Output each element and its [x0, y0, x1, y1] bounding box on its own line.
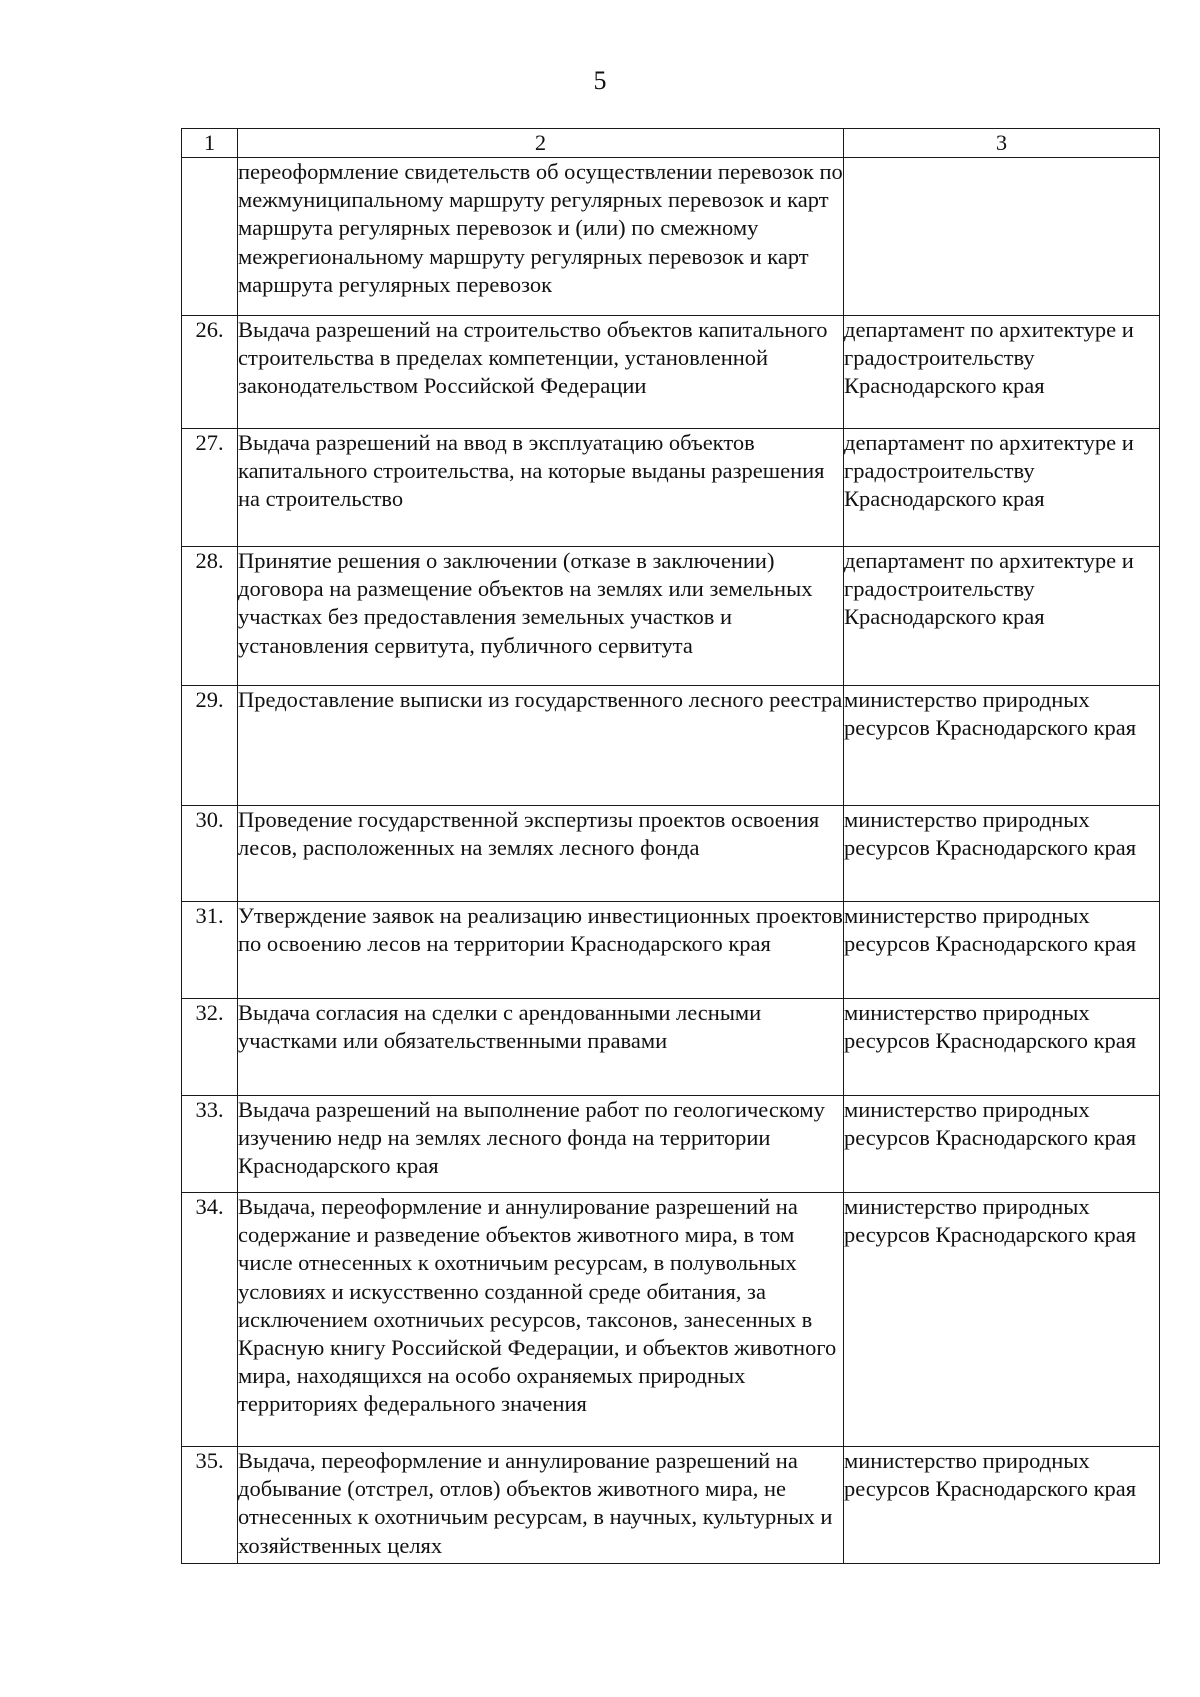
responsible-authority: министерство природных ресурсов Краснодарского края — [844, 686, 1160, 806]
responsible-authority: департамент по архитектуре и градостроительству Краснодарского края — [844, 316, 1160, 429]
service-description: Выдача, переоформление и аннулирование разрешений на содержание и разведение объектов животного мира, в том числе отнесенных к охотничьим ресурсам, в полувольных условиях и искусственно созданной среде обитания, за исключением охотничьих ресурсов, таксонов, занесенных в Красную книгу Российской Федерации, и объектов животного мира, находящихся на особо охраняемых природных территориях федерального значения — [238, 1193, 844, 1447]
service-description: переоформление свидетельств об осуществлении перевозок по межмуниципальному маршруту регулярных перевозок и карт маршрута регулярных перевозок и (или) по смежному межрегиональному маршруту регулярных перевозок и карт маршрута регулярных перевозок — [238, 158, 844, 316]
table-row — [182, 686, 1160, 806]
service-description: Выдача согласия на сделки с арендованными лесными участками или обязательственными правами — [238, 999, 844, 1096]
service-description: Принятие решения о заключении (отказе в заключении) договора на размещение объектов на землях или земельных участках без предоставления земельных участков и установления сервитута, публичного сервитута — [238, 547, 844, 686]
table-row — [182, 429, 1160, 547]
service-description: Проведение государственной экспертизы проектов освоения лесов, расположенных на землях лесного фонда — [238, 806, 844, 902]
row-number: 26. — [182, 316, 238, 429]
table-row — [182, 1447, 1160, 1564]
table-row — [182, 902, 1160, 999]
row-number: 30. — [182, 806, 238, 902]
row-number: 33. — [182, 1096, 238, 1193]
service-description: Выдача разрешений на выполнение работ по геологическому изучению недр на землях лесного фонда на территории Краснодарского края — [238, 1096, 844, 1193]
column-header-number: 1 — [182, 129, 238, 158]
table-row — [182, 158, 1160, 316]
service-description: Выдача разрешений на ввод в эксплуатацию объектов капитального строительства, на которые выданы разрешения на строительство — [238, 429, 844, 547]
table-row — [182, 1193, 1160, 1447]
responsible-authority: министерство природных ресурсов Краснодарского края — [844, 999, 1160, 1096]
responsible-authority: министерство природных ресурсов Краснодарского края — [844, 806, 1160, 902]
table-row — [182, 547, 1160, 686]
row-number: 34. — [182, 1193, 238, 1447]
row-number: 32. — [182, 999, 238, 1096]
responsible-authority — [844, 158, 1160, 316]
responsible-authority: министерство природных ресурсов Краснодарского края — [844, 1447, 1160, 1564]
page-number: 5 — [593, 66, 607, 95]
service-description: Выдача, переоформление и аннулирование разрешений на добывание (отстрел, отлов) объектов животного мира, не отнесенных к охотничьим ресурсам, в научных, культурных и хозяйственных целях — [238, 1447, 844, 1564]
row-number: 35. — [182, 1447, 238, 1564]
service-description: Выдача разрешений на строительство объектов капитального строительства в пределах компетенции, установленной законодательством Российской Федерации — [238, 316, 844, 429]
responsible-authority: министерство природных ресурсов Краснодарского края — [844, 1193, 1160, 1447]
row-number — [182, 158, 238, 316]
row-number: 27. — [182, 429, 238, 547]
service-description: Утверждение заявок на реализацию инвестиционных проектов по освоению лесов на территории Краснодарского края — [238, 902, 844, 999]
services-table — [181, 128, 1160, 1564]
responsible-authority: департамент по архитектуре и градостроительству Краснодарского края — [844, 429, 1160, 547]
responsible-authority: министерство природных ресурсов Краснодарского края — [844, 902, 1160, 999]
column-header-service: 2 — [238, 129, 844, 158]
table-header-row — [182, 129, 1160, 158]
row-number: 28. — [182, 547, 238, 686]
table-row — [182, 999, 1160, 1096]
responsible-authority: департамент по архитектуре и градостроительству Краснодарского края — [844, 547, 1160, 686]
responsible-authority: министерство природных ресурсов Краснодарского края — [844, 1096, 1160, 1193]
table-row — [182, 316, 1160, 429]
table-row — [182, 1096, 1160, 1193]
table-row — [182, 806, 1160, 902]
row-number: 31. — [182, 902, 238, 999]
row-number: 29. — [182, 686, 238, 806]
column-header-authority: 3 — [844, 129, 1160, 158]
service-description: Предоставление выписки из государственного лесного реестра — [238, 686, 844, 806]
